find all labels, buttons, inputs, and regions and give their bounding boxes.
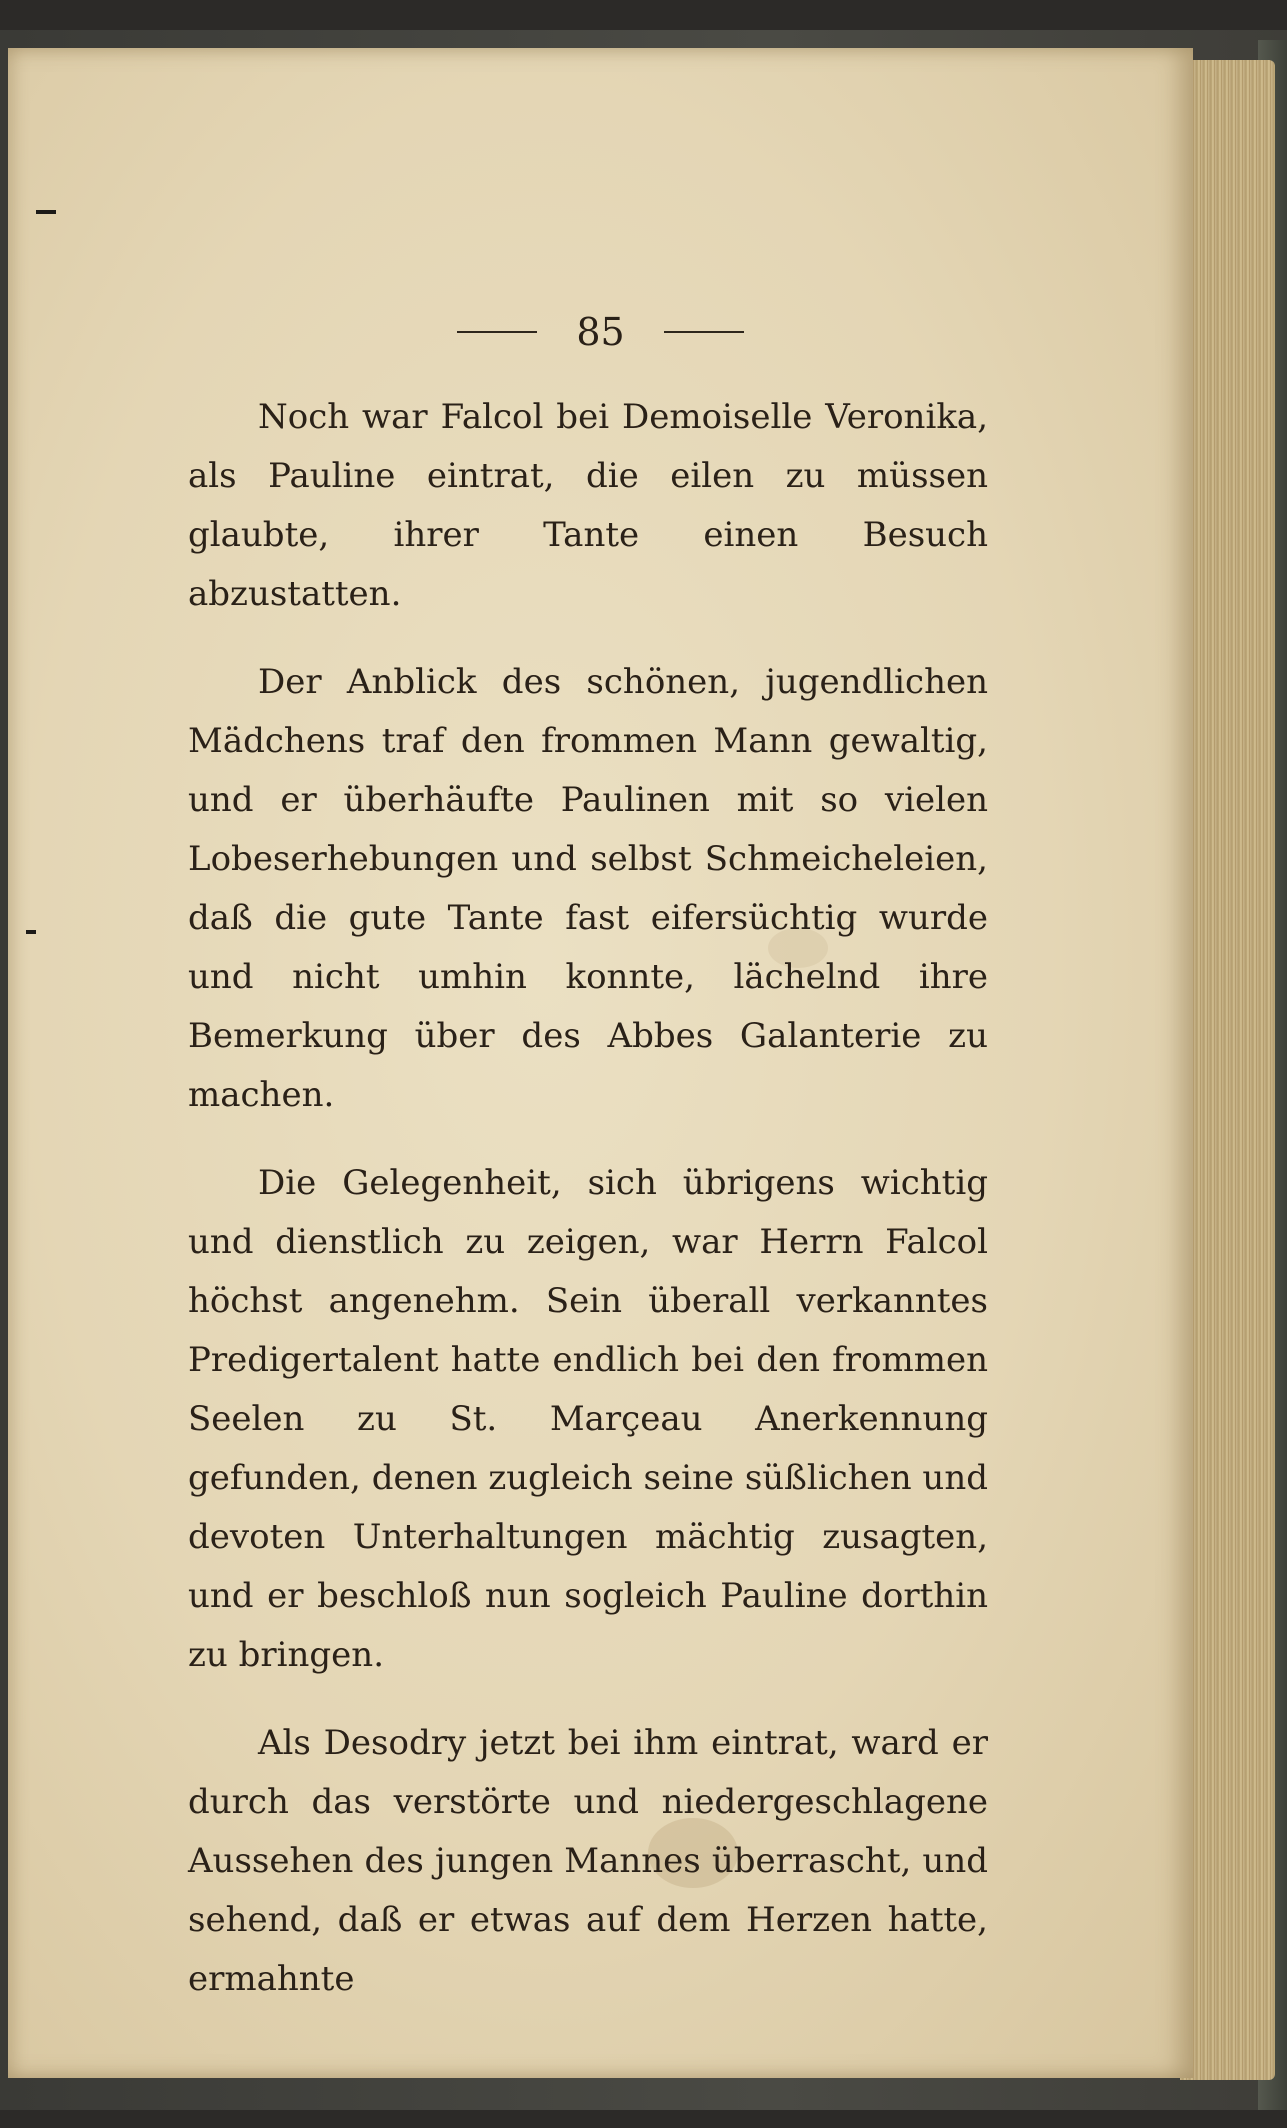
book-page (8, 48, 1193, 2078)
paragraph: Noch war Falcol bei Demoiselle Veronika, als Pauline eintrat, die eilen zu müssen glaubte, ihrer Tante einen Besuch abzustatten. (188, 397, 988, 614)
body-text (188, 388, 988, 2038)
paragraph: Die Gelegenheit, sich übrigens wichtig und dienstlich zu zeigen, war Herrn Falcol höchst angenehm. Sein überall verkanntes Predigertalent hatte endlich bei den frommen Seelen zu St. Marçeau Anerkennung gefunden, denen zugleich seine süßlichen und devoten Unterhaltungen mächtig zusagten, und er beschloß nun sogleich Pauline dorthin zu bringen. (188, 1163, 988, 1675)
paragraph: Als Desodry jetzt bei ihm eintrat, ward er durch das verstörte und niedergeschlagene Aussehen des jungen Mannes überrascht, und sehend, daß er etwas auf dem Herzen hatte, ermahnte (188, 1723, 988, 1999)
page-edges (1180, 60, 1275, 2080)
header-rule-right (664, 331, 744, 333)
margin-mark (26, 930, 36, 934)
page-header (8, 310, 1193, 360)
paragraph: Der Anblick des schönen, jugendlichen Mädchens traf den frommen Mann gewaltig, und er überhäufte Paulinen mit so vielen Lobeserhebungen und selbst Schmeicheleien, daß die gute Tante fast eifersüchtig wurde und nicht umhin konnte, lächelnd ihre Bemerkung über des Abbes Galanterie zu machen. (188, 662, 988, 1115)
margin-mark (36, 210, 56, 214)
page-number: 85 (576, 310, 625, 354)
header-rule-left (457, 331, 537, 333)
